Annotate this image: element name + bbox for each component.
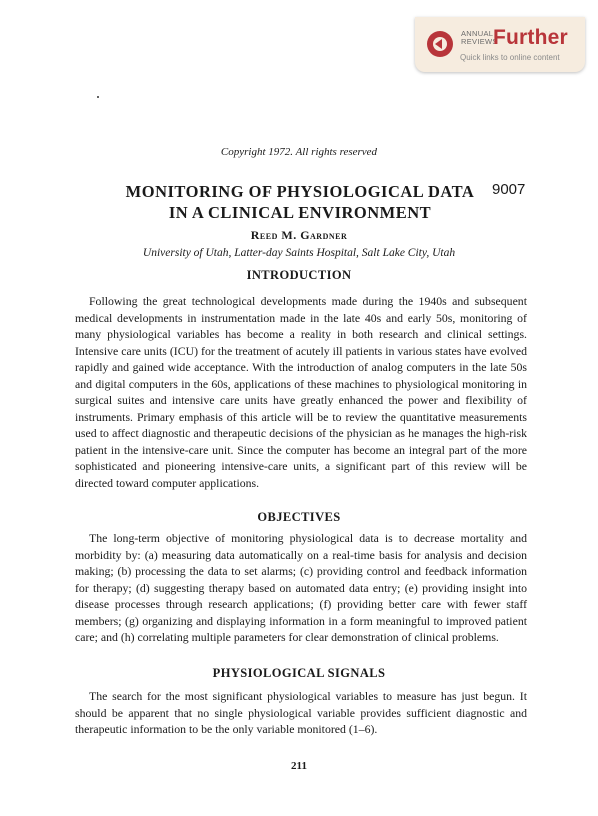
badge-further: Further	[493, 26, 568, 49]
section-text-objectives: The long-term objective of monitoring physiological data is to decrease mortality and morbidity by: (a) measuring data automatically on a real-time basis for analysis and decision making; (b) processing the data to set alarms; (c) providing control and feedback information for therapy; (d) suggesting therapy based on automated data entry; (e) providing insight into disease processes through research applications; (f) providing better care with fewer staff members; (g) organizing and displaying information in a form meaningful to improved patient care; and (h) correlating multiple parameters for clear demonstration of clinical problems.	[75, 531, 527, 644]
section-text-physiological-signals: The search for the most significant physiological variables to measure has just begun. It should be apparent that no single physiological variable provides sufficient diagnostic and therapeutic information to be the only variable monitored (1–6).	[75, 689, 527, 736]
author-name: Reed M. Gardner	[250, 228, 348, 242]
annual-reviews-logo-icon	[427, 31, 453, 57]
section-text-introduction: Following the great technological developments made during the 1940s and subsequent medical developments in instrumentation made in the late 40s and early 50s, monitoring of many physiological variables has become a reality in both research and clinical settings. Intensive care units (ICU) for the treatment of acutely ill patients in various states have evolved rapidly and gained wide acceptance. With the introduction of analog computers in the late 50s and digital computers in the 60s, applications of these machines to physiological monitoring in surgical suites and intensive care units have greatly enhanced the power and flexibility of instruments. Primary emphasis of this article will be to review the quantitative measurements used to affect diagnostic and therapeutic decisions of the physician as he manages the high-risk patient in the intensive-care unit. Since the computer has become an integral part of the more sophisticated and pioneering intensive-care units, a significant part of this review will be directed toward computer applications.	[75, 294, 527, 490]
stray-mark	[97, 96, 99, 98]
badge-annual: ANNUAL	[461, 29, 494, 38]
title-line-1: MONITORING OF PHYSIOLOGICAL DATA	[125, 182, 475, 201]
further-badge[interactable]	[415, 17, 585, 72]
section-heading-introduction: INTRODUCTION	[246, 268, 352, 282]
copyright-line: Copyright 1972. All rights reserved	[220, 146, 378, 158]
section-heading-objectives: OBJECTIVES	[257, 510, 341, 524]
article-title	[90, 181, 510, 223]
page-number: 211	[291, 760, 307, 772]
title-line-2: IN A CLINICAL ENVIRONMENT	[168, 203, 432, 222]
section-heading-physiological-signals: PHYSIOLOGICAL SIGNALS	[212, 666, 386, 680]
badge-subtitle: Quick links to online content	[460, 53, 560, 62]
author-affiliation: University of Utah, Latter-day Saints Hospital, Salt Lake City, Utah	[142, 247, 456, 259]
article-code: 9007	[492, 181, 526, 198]
badge-reviews: REVIEWS	[461, 37, 498, 46]
